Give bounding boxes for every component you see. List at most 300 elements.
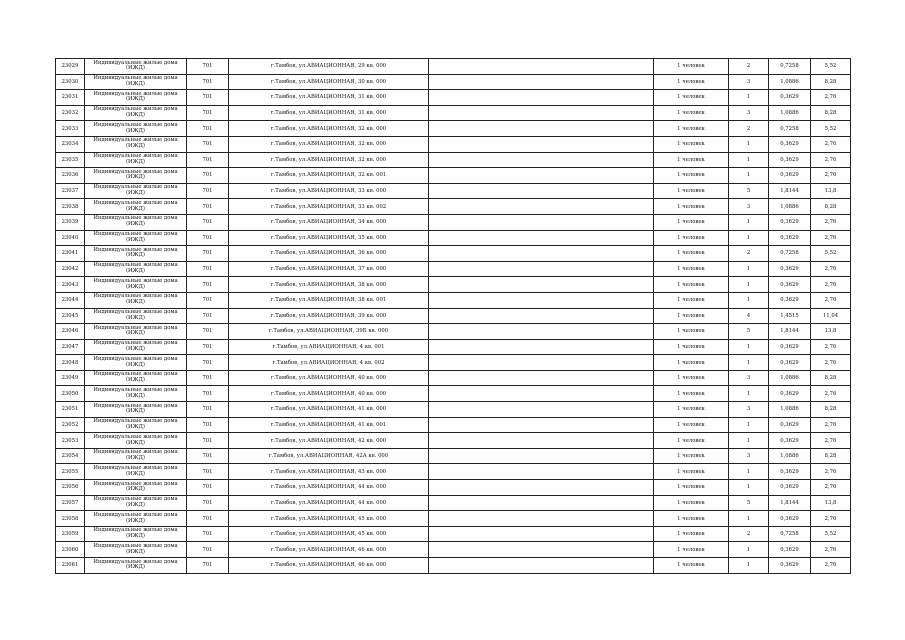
cell-building-type: Индивидуальные жилые дома (ИЖД) [85,495,187,511]
cell-count: 3 [729,448,769,464]
cell-building-type: Индивидуальные жилые дома (ИЖД) [85,90,187,106]
cell-unit: 1 человек [654,74,729,90]
cell-amount: 2,76 [811,136,851,152]
cell-count: 1 [729,261,769,277]
cell-count: 1 [729,136,769,152]
cell-volume: 0,3629 [769,558,811,574]
cell-building-type: Индивидуальные жилые дома (ИЖД) [85,402,187,418]
cell-volume: 0,3629 [769,292,811,308]
table-row [56,246,851,262]
cell-volume: 0,3629 [769,136,811,152]
cell-amount: 8,28 [811,402,851,418]
cell-count: 1 [729,277,769,293]
cell-address: г.Тамбов, ул.АВИАЦИОННАЯ, 44 кв. 000 [229,480,429,496]
cell-amount: 2,76 [811,542,851,558]
table-row [56,386,851,402]
cell-amount: 2,76 [811,480,851,496]
cell-amount: 8,28 [811,199,851,215]
cell-unit: 1 человек [654,59,729,75]
cell-empty [429,526,654,542]
table-row [56,59,851,75]
table-row [56,339,851,355]
cell-unit: 1 человек [654,121,729,137]
cell-building-type: Индивидуальные жилые дома (ИЖД) [85,214,187,230]
cell-account-id: 23047 [56,339,85,355]
cell-building-type: Индивидуальные жилые дома (ИЖД) [85,386,187,402]
cell-service-code: 701 [187,370,229,386]
cell-address: г.Тамбов, ул.АВИАЦИОННАЯ, 39 кв. 000 [229,308,429,324]
cell-volume: 0,3629 [769,90,811,106]
cell-address: г.Тамбов, ул.АВИАЦИОННАЯ, 32 кв. 001 [229,168,429,184]
cell-service-code: 701 [187,402,229,418]
cell-building-type: Индивидуальные жилые дома (ИЖД) [85,370,187,386]
cell-volume: 0,7258 [769,121,811,137]
table-row [56,152,851,168]
cell-count: 1 [729,168,769,184]
cell-building-type: Индивидуальные жилые дома (ИЖД) [85,355,187,371]
cell-amount: 2,76 [811,355,851,371]
cell-building-type: Индивидуальные жилые дома (ИЖД) [85,324,187,340]
cell-amount: 13,8 [811,183,851,199]
cell-address: г.Тамбов, ул.АВИАЦИОННАЯ, 40 кв. 000 [229,370,429,386]
cell-unit: 1 человек [654,152,729,168]
cell-address: г.Тамбов, ул.АВИАЦИОННАЯ, 4 кв. 002 [229,355,429,371]
cell-amount: 8,28 [811,105,851,121]
cell-address: г.Тамбов, ул.АВИАЦИОННАЯ, 32 кв. 000 [229,121,429,137]
cell-service-code: 701 [187,214,229,230]
cell-empty [429,480,654,496]
cell-account-id: 23033 [56,121,85,137]
cell-building-type: Индивидуальные жилые дома (ИЖД) [85,339,187,355]
cell-amount: 2,76 [811,152,851,168]
cell-address: г.Тамбов, ул.АВИАЦИОННАЯ, 38 кв. 000 [229,277,429,293]
cell-account-id: 23052 [56,417,85,433]
cell-amount: 5,52 [811,526,851,542]
cell-volume: 1,4515 [769,308,811,324]
cell-account-id: 23053 [56,433,85,449]
cell-count: 2 [729,246,769,262]
cell-account-id: 23048 [56,355,85,371]
cell-address: г.Тамбов, ул.АВИАЦИОННАЯ, 33 кв. 002 [229,199,429,215]
cell-service-code: 701 [187,90,229,106]
cell-unit: 1 человек [654,136,729,152]
cell-amount: 2,76 [811,292,851,308]
cell-unit: 1 человек [654,448,729,464]
cell-service-code: 701 [187,74,229,90]
cell-account-id: 23042 [56,261,85,277]
cell-empty [429,136,654,152]
cell-address: г.Тамбов, ул.АВИАЦИОННАЯ, 29 кв. 000 [229,59,429,75]
cell-unit: 1 человек [654,246,729,262]
cell-unit: 1 человек [654,308,729,324]
table-row [56,480,851,496]
table-row [56,183,851,199]
cell-volume: 0,3629 [769,433,811,449]
cell-building-type: Индивидуальные жилые дома (ИЖД) [85,261,187,277]
cell-empty [429,339,654,355]
cell-building-type: Индивидуальные жилые дома (ИЖД) [85,558,187,574]
cell-account-id: 23040 [56,230,85,246]
cell-account-id: 23045 [56,308,85,324]
cell-unit: 1 человек [654,386,729,402]
cell-amount: 2,76 [811,339,851,355]
cell-account-id: 23041 [56,246,85,262]
cell-building-type: Индивидуальные жилые дома (ИЖД) [85,417,187,433]
table-row [56,136,851,152]
cell-building-type: Индивидуальные жилые дома (ИЖД) [85,230,187,246]
cell-empty [429,105,654,121]
cell-empty [429,511,654,527]
cell-count: 1 [729,292,769,308]
cell-count: 1 [729,480,769,496]
cell-address: г.Тамбов, ул.АВИАЦИОННАЯ, 35 кв. 000 [229,230,429,246]
table-row [56,261,851,277]
cell-amount: 8,28 [811,370,851,386]
cell-volume: 0,3629 [769,168,811,184]
cell-unit: 1 человек [654,214,729,230]
cell-empty [429,74,654,90]
cell-building-type: Индивидуальные жилые дома (ИЖД) [85,526,187,542]
cell-address: г.Тамбов, ул.АВИАЦИОННАЯ, 42А кв. 000 [229,448,429,464]
cell-building-type: Индивидуальные жилые дома (ИЖД) [85,105,187,121]
cell-volume: 0,7258 [769,246,811,262]
cell-empty [429,417,654,433]
cell-account-id: 23030 [56,74,85,90]
cell-count: 1 [729,339,769,355]
table-row [56,121,851,137]
cell-count: 1 [729,152,769,168]
cell-unit: 1 человек [654,370,729,386]
cell-count: 1 [729,558,769,574]
cell-empty [429,183,654,199]
cell-address: г.Тамбов, ул.АВИАЦИОННАЯ, 36 кв. 000 [229,246,429,262]
cell-empty [429,402,654,418]
cell-empty [429,246,654,262]
cell-empty [429,433,654,449]
cell-count: 5 [729,495,769,511]
cell-account-id: 23039 [56,214,85,230]
table-row [56,277,851,293]
cell-count: 3 [729,370,769,386]
cell-empty [429,355,654,371]
cell-amount: 2,76 [811,168,851,184]
cell-address: г.Тамбов, ул.АВИАЦИОННАЯ, 43 кв. 000 [229,464,429,480]
cell-volume: 0,3629 [769,480,811,496]
cell-address: г.Тамбов, ул.АВИАЦИОННАЯ, 38 кв. 001 [229,292,429,308]
cell-volume: 1,0886 [769,105,811,121]
table-row [56,433,851,449]
cell-account-id: 23029 [56,59,85,75]
cell-address: г.Тамбов, ул.АВИАЦИОННАЯ, 39Б кв. 000 [229,324,429,340]
cell-unit: 1 человек [654,526,729,542]
cell-service-code: 701 [187,121,229,137]
cell-count: 3 [729,105,769,121]
cell-account-id: 23035 [56,152,85,168]
table-row [56,542,851,558]
cell-service-code: 701 [187,448,229,464]
cell-count: 2 [729,121,769,137]
cell-service-code: 701 [187,246,229,262]
table-row [56,511,851,527]
cell-service-code: 701 [187,558,229,574]
cell-account-id: 23057 [56,495,85,511]
cell-empty [429,168,654,184]
cell-empty [429,277,654,293]
cell-address: г.Тамбов, ул.АВИАЦИОННАЯ, 45 кв. 000 [229,511,429,527]
cell-volume: 1,0886 [769,74,811,90]
cell-service-code: 701 [187,511,229,527]
cell-empty [429,59,654,75]
cell-amount: 8,28 [811,74,851,90]
cell-address: г.Тамбов, ул.АВИАЦИОННАЯ, 46 кв. 000 [229,542,429,558]
cell-volume: 1,8144 [769,495,811,511]
cell-empty [429,495,654,511]
table-row [56,199,851,215]
cell-amount: 2,76 [811,464,851,480]
cell-building-type: Индивидуальные жилые дома (ИЖД) [85,433,187,449]
cell-service-code: 701 [187,542,229,558]
cell-building-type: Индивидуальные жилые дома (ИЖД) [85,542,187,558]
cell-unit: 1 человек [654,199,729,215]
cell-volume: 0,3629 [769,277,811,293]
table-row [56,370,851,386]
cell-building-type: Индивидуальные жилые дома (ИЖД) [85,59,187,75]
cell-account-id: 23061 [56,558,85,574]
cell-volume: 0,7258 [769,526,811,542]
table-row [56,324,851,340]
table-row [56,495,851,511]
cell-service-code: 701 [187,308,229,324]
cell-unit: 1 человек [654,495,729,511]
cell-service-code: 701 [187,386,229,402]
cell-account-id: 23050 [56,386,85,402]
table-row [56,448,851,464]
cell-building-type: Индивидуальные жилые дома (ИЖД) [85,448,187,464]
cell-building-type: Индивидуальные жилые дома (ИЖД) [85,152,187,168]
table-row [56,526,851,542]
cell-service-code: 701 [187,59,229,75]
cell-unit: 1 человек [654,542,729,558]
cell-address: г.Тамбов, ул.АВИАЦИОННАЯ, 34 кв. 000 [229,214,429,230]
cell-amount: 2,76 [811,417,851,433]
cell-empty [429,230,654,246]
table-row [56,558,851,574]
cell-building-type: Индивидуальные жилые дома (ИЖД) [85,511,187,527]
cell-volume: 0,3629 [769,214,811,230]
cell-empty [429,448,654,464]
cell-count: 2 [729,526,769,542]
cell-unit: 1 человек [654,558,729,574]
cell-empty [429,90,654,106]
cell-count: 1 [729,511,769,527]
cell-volume: 0,3629 [769,464,811,480]
data-table [55,58,851,574]
cell-volume: 0,3629 [769,261,811,277]
cell-volume: 0,7258 [769,59,811,75]
cell-volume: 1,0886 [769,402,811,418]
cell-count: 3 [729,74,769,90]
cell-count: 5 [729,183,769,199]
cell-account-id: 23032 [56,105,85,121]
table-row [56,292,851,308]
cell-unit: 1 человек [654,355,729,371]
cell-service-code: 701 [187,105,229,121]
table-row [56,402,851,418]
cell-count: 1 [729,90,769,106]
cell-unit: 1 человек [654,168,729,184]
cell-amount: 5,52 [811,121,851,137]
cell-count: 1 [729,230,769,246]
cell-service-code: 701 [187,292,229,308]
cell-address: г.Тамбов, ул.АВИАЦИОННАЯ, 37 кв. 000 [229,261,429,277]
cell-empty [429,464,654,480]
cell-address: г.Тамбов, ул.АВИАЦИОННАЯ, 31 кв. 000 [229,105,429,121]
cell-empty [429,199,654,215]
cell-service-code: 701 [187,480,229,496]
cell-address: г.Тамбов, ул.АВИАЦИОННАЯ, 32 кв. 000 [229,136,429,152]
cell-unit: 1 человек [654,277,729,293]
cell-volume: 0,3629 [769,417,811,433]
cell-account-id: 23051 [56,402,85,418]
cell-amount: 5,52 [811,246,851,262]
cell-address: г.Тамбов, ул.АВИАЦИОННАЯ, 40 кв. 000 [229,386,429,402]
cell-amount: 13,8 [811,495,851,511]
cell-building-type: Индивидуальные жилые дома (ИЖД) [85,183,187,199]
cell-volume: 1,0886 [769,370,811,386]
cell-service-code: 701 [187,526,229,542]
cell-unit: 1 человек [654,230,729,246]
cell-empty [429,308,654,324]
cell-amount: 2,76 [811,433,851,449]
cell-count: 1 [729,386,769,402]
cell-address: г.Тамбов, ул.АВИАЦИОННАЯ, 32 кв. 000 [229,152,429,168]
cell-count: 1 [729,542,769,558]
cell-unit: 1 человек [654,402,729,418]
table-row [56,417,851,433]
cell-account-id: 23038 [56,199,85,215]
table-row [56,308,851,324]
table-body [56,59,851,574]
cell-amount: 2,76 [811,214,851,230]
cell-service-code: 701 [187,339,229,355]
cell-amount: 2,76 [811,230,851,246]
cell-empty [429,292,654,308]
cell-address: г.Тамбов, ул.АВИАЦИОННАЯ, 41 кв. 000 [229,402,429,418]
cell-empty [429,370,654,386]
cell-count: 3 [729,199,769,215]
cell-unit: 1 человек [654,183,729,199]
cell-account-id: 23043 [56,277,85,293]
cell-building-type: Индивидуальные жилые дома (ИЖД) [85,199,187,215]
cell-service-code: 701 [187,230,229,246]
cell-service-code: 701 [187,261,229,277]
cell-address: г.Тамбов, ул.АВИАЦИОННАЯ, 46 кв. 000 [229,558,429,574]
cell-amount: 13,8 [811,324,851,340]
cell-address: г.Тамбов, ул.АВИАЦИОННАЯ, 45 кв. 000 [229,526,429,542]
table-row [56,355,851,371]
cell-amount: 2,76 [811,511,851,527]
cell-unit: 1 человек [654,464,729,480]
table-row [56,74,851,90]
cell-service-code: 701 [187,495,229,511]
cell-empty [429,261,654,277]
cell-amount: 2,76 [811,261,851,277]
cell-count: 4 [729,308,769,324]
cell-count: 1 [729,417,769,433]
cell-unit: 1 человек [654,105,729,121]
cell-account-id: 23060 [56,542,85,558]
cell-service-code: 701 [187,183,229,199]
cell-service-code: 701 [187,417,229,433]
cell-unit: 1 человек [654,433,729,449]
cell-address: г.Тамбов, ул.АВИАЦИОННАЯ, 41 кв. 001 [229,417,429,433]
cell-service-code: 701 [187,152,229,168]
cell-account-id: 23044 [56,292,85,308]
cell-unit: 1 человек [654,261,729,277]
cell-volume: 0,3629 [769,542,811,558]
table-row [56,105,851,121]
cell-building-type: Индивидуальные жилые дома (ИЖД) [85,277,187,293]
cell-unit: 1 человек [654,480,729,496]
cell-amount: 2,76 [811,558,851,574]
cell-address: г.Тамбов, ул.АВИАЦИОННАЯ, 44 кв. 000 [229,495,429,511]
cell-address: г.Тамбов, ул.АВИАЦИОННАЯ, 30 кв. 000 [229,74,429,90]
cell-empty [429,542,654,558]
cell-address: г.Тамбов, ул.АВИАЦИОННАЯ, 4 кв. 001 [229,339,429,355]
cell-building-type: Индивидуальные жилые дома (ИЖД) [85,480,187,496]
cell-empty [429,152,654,168]
cell-account-id: 23058 [56,511,85,527]
cell-account-id: 23031 [56,90,85,106]
cell-service-code: 701 [187,433,229,449]
cell-volume: 1,8144 [769,183,811,199]
cell-service-code: 701 [187,199,229,215]
cell-volume: 1,0886 [769,448,811,464]
cell-service-code: 701 [187,168,229,184]
table-row [56,214,851,230]
cell-volume: 0,3629 [769,386,811,402]
cell-volume: 0,3629 [769,230,811,246]
cell-amount: 8,28 [811,448,851,464]
cell-building-type: Индивидуальные жилые дома (ИЖД) [85,121,187,137]
cell-count: 1 [729,433,769,449]
cell-account-id: 23059 [56,526,85,542]
cell-count: 1 [729,214,769,230]
cell-amount: 2,76 [811,90,851,106]
cell-building-type: Индивидуальные жилые дома (ИЖД) [85,136,187,152]
cell-service-code: 701 [187,136,229,152]
cell-unit: 1 человек [654,292,729,308]
cell-empty [429,324,654,340]
cell-amount: 2,76 [811,386,851,402]
table-row [56,168,851,184]
cell-building-type: Индивидуальные жилые дома (ИЖД) [85,464,187,480]
table-row [56,230,851,246]
cell-building-type: Индивидуальные жилые дома (ИЖД) [85,168,187,184]
cell-empty [429,558,654,574]
cell-unit: 1 человек [654,339,729,355]
table-row [56,90,851,106]
cell-service-code: 701 [187,277,229,293]
cell-account-id: 23046 [56,324,85,340]
cell-count: 3 [729,402,769,418]
cell-volume: 0,3629 [769,355,811,371]
cell-building-type: Индивидуальные жилые дома (ИЖД) [85,308,187,324]
cell-address: г.Тамбов, ул.АВИАЦИОННАЯ, 42 кв. 000 [229,433,429,449]
cell-unit: 1 человек [654,324,729,340]
table-row [56,464,851,480]
cell-account-id: 23056 [56,480,85,496]
